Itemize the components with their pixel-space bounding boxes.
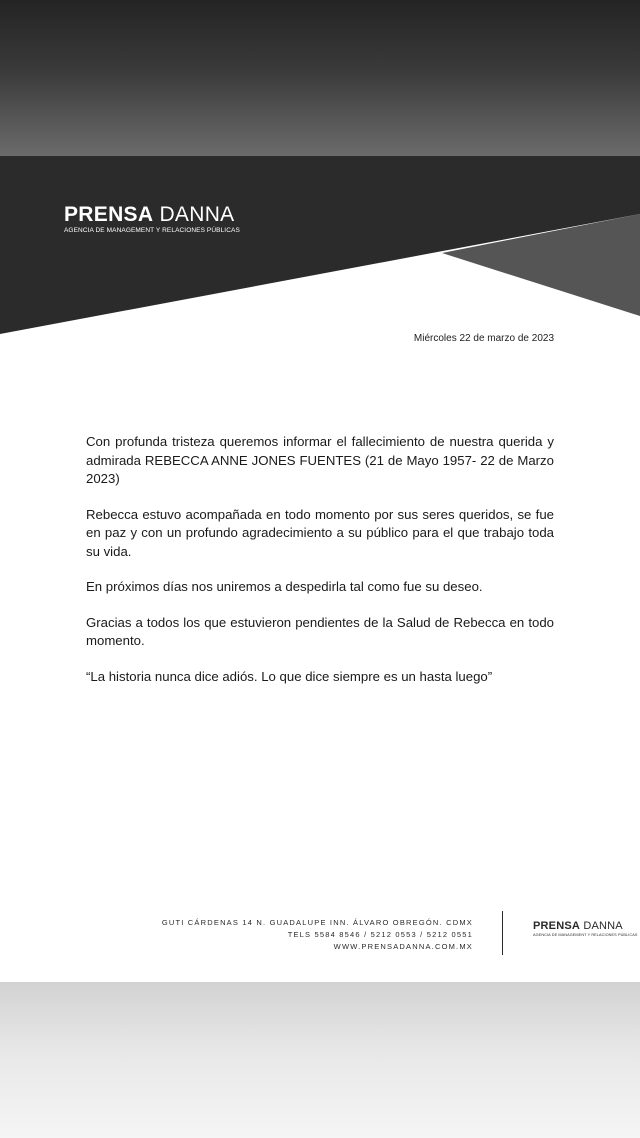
footer-brand-tagline: AGENCIA DE MANAGEMENT Y RELACIONES PÚBLICAS	[533, 933, 638, 937]
top-frame	[0, 0, 640, 156]
paragraph-quote: “La historia nunca dice adiós. Lo que dice siempre es un hasta luego”	[86, 668, 493, 684]
footer-brand-logo	[533, 921, 638, 938]
footer-contact	[162, 917, 473, 953]
letterhead-footer	[0, 911, 640, 971]
footer-divider	[502, 911, 503, 955]
footer-brand-name-bold: PRENSA	[533, 920, 581, 932]
header-banner	[0, 156, 640, 336]
brand-name-light: DANNA	[159, 203, 235, 226]
brand-name-bold: PRENSA	[64, 203, 154, 226]
paragraph-farewell: En próximos días nos uniremos a despedirla tal como fue su deseo.	[86, 579, 483, 594]
paragraph-thanks: Gracias a todos los que estuvieron pendientes de la Salud de Rebecca en todo momento.	[86, 614, 554, 648]
release-date: Miércoles 22 de marzo de 2023	[413, 333, 554, 344]
brand-tagline: AGENCIA DE MANAGEMENT Y RELACIONES PÚBLICAS	[64, 227, 240, 234]
brand-name	[64, 204, 240, 225]
press-release-document	[0, 156, 640, 982]
footer-brand-name-light: DANNA	[583, 920, 623, 932]
footer-address-line: GUTI CÁRDENAS 14 N. GUADALUPE INN. ÁLVARO OBREGÓN. CDMX	[161, 918, 473, 927]
paragraph-accompanied: Rebecca estuvo acompañada en todo momento por sus seres queridos, se fue en paz y con un profundo agradecimiento a su público para el que trabajo toda su vida.	[86, 506, 554, 559]
footer-phones-line: TELS 5584 8546 / 5212 0553 / 5212 0551	[287, 930, 473, 939]
bottom-frame	[0, 982, 640, 1138]
footer-website-link[interactable]: WWW.PRENSADANNA.COM.MX	[333, 942, 473, 951]
paragraph-announcement: Con profunda tristeza queremos informar el fallecimiento de nuestra querida y admirada REBECCA ANNE JONES FUENTES (21 de Mayo 1957- 22 de Marzo 2023)	[86, 434, 554, 486]
footer-brand-name	[533, 921, 638, 932]
release-body	[86, 433, 554, 703]
brand-logo	[64, 204, 240, 235]
